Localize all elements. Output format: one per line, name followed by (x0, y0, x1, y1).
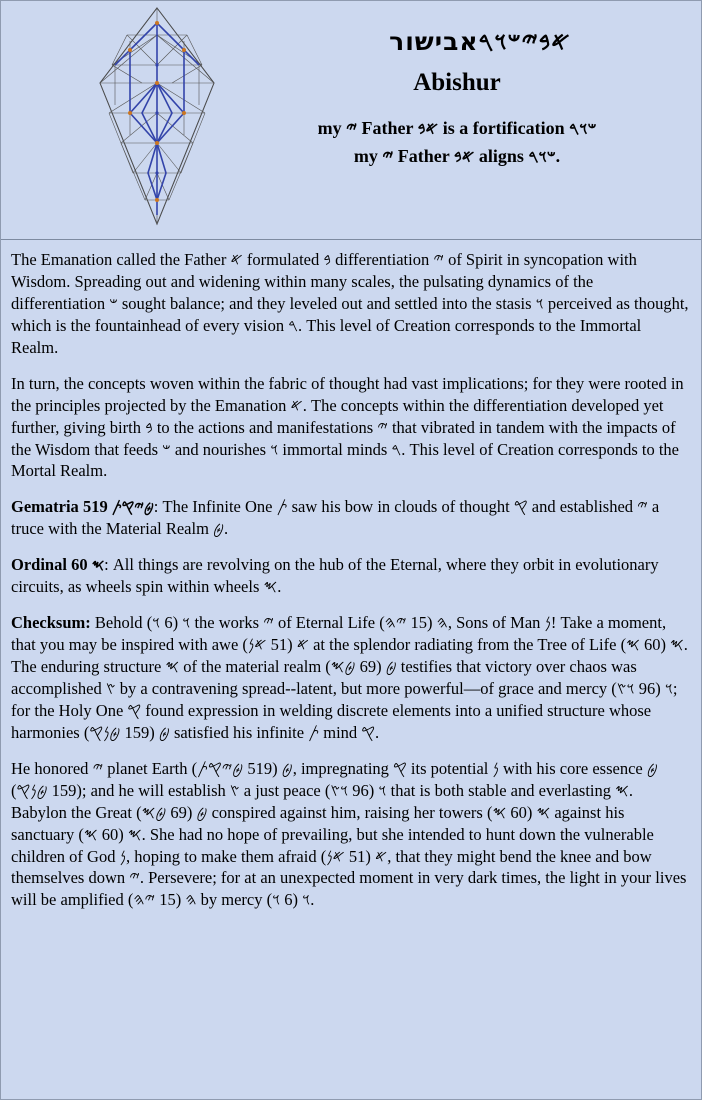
meaning-line-2 (223, 143, 691, 171)
document-header (1, 1, 701, 233)
gematria-glyphs: 𐤈𐤉𐤒𐤕 (111, 498, 154, 517)
paragraph-gematria (11, 496, 691, 540)
paragraph-final: He honored 𐤉 planet Earth 𐤈 (519 𐤈𐤉𐤒𐤕), impregnating 𐤒 its potential 𐤍 with his core essence 𐤈 (159 𐤈𐤍𐤒); and he will establish 𐤑 a just peace 𐤅 (96 𐤅𐤑) that is both stable and everlasting 𐤎. Babylon the Great 𐤈 (69 𐤈𐤎) conspired against him, raising her towers 𐤎 (60 𐤎) against his sanctuary 𐤎 (60 𐤎). She had no hope of prevailing, but she intended to hunt down the vulnerable children of God 𐤍, hoping to make them afraid 𐤀 (51 𐤀𐤍), that they might bend the knee and bow themselves down 𐤉. Persevere; for at an unexpected moment in very dark times, the light in your lives will be amplified 𐤄 (15 𐤉𐤄) by mercy 𐤅 (6 𐤅). (11, 758, 687, 910)
meaning-2-glyph-1: 𐤉 (382, 146, 394, 167)
checksum-label: Checksum: (11, 613, 91, 633)
meaning-2-text-a: my (353, 145, 383, 166)
header-divider (1, 239, 701, 240)
meaning-2-text-c: aligns (474, 145, 529, 166)
paragraph-checksum (11, 612, 691, 744)
ordinal-value: 60 (71, 555, 88, 575)
document-body (11, 249, 691, 925)
meaning-2-glyph-2: 𐤀𐤁 (453, 146, 475, 167)
ordinal-text: : All things are revolving on the hub of the Eternal, where they orbit in evolutionary circuits, as wheels spin within wheels 𐤎. (11, 555, 659, 597)
paragraph-ordinal (11, 554, 691, 598)
name-transliteration: Abishur (413, 68, 501, 96)
tree-of-life-diagram (97, 5, 217, 227)
meaning-2-glyph-3: 𐤔𐤅𐤓 (528, 146, 556, 167)
ordinal-label: Ordinal (11, 555, 67, 575)
gematria-text: : The Infinite One 𐤕 saw his bow in clouds of thought 𐤒 and established 𐤉 a truce with the Material Realm 𐤈. (11, 497, 660, 539)
checksum-text: Behold 𐤅 (6 𐤅) the works 𐤉 of Eternal Life 𐤄 (15 𐤉𐤄), Sons of Man 𐤍! Take a moment, that you may be inspired with awe 𐤀 (51 𐤀𐤍) at the splendor radiating from the Tree of Life 𐤎 (60 𐤎). The enduring structure 𐤎 of the material realm 𐤈 (69 𐤈𐤎) testifies that victory over chaos was accomplished 𐤑 by a contravening spread--latent, but more powerful—of grace and mercy 𐤅 (96 𐤅𐤑); for the Holy One 𐤒 found expression in welding discrete elements into a unified structure whose harmonies 𐤈 (159 𐤈𐤍𐤒) satisfied his infinite 𐤕 mind 𐤒. (11, 613, 688, 742)
title-hebrew: אבישור (389, 27, 479, 56)
gematria-label: Gematria (11, 497, 79, 517)
gematria-value: 519 (82, 497, 108, 517)
meaning-1-text-b: Father (357, 117, 418, 138)
meaning-2-text-b: Father (393, 145, 454, 166)
meaning-line-1 (223, 115, 691, 143)
title-paleo-glyphs: 𐤀𐤁𐤉𐤔𐤅𐤓 (478, 27, 571, 56)
page-title (223, 27, 691, 57)
paragraph-emanation: The Emanation called the Father 𐤀 formulated 𐤁 differentiation 𐤉 of Spirit in syncopation with Wisdom. Spreading out and widening within many scales, the pulsating dynamics of the differentiation 𐤔 sought balance; and they leveled out and settled into the stasis 𐤅 perceived as thought, which is the fountainhead of every vision 𐤓. This level of Creation corresponds to the Immortal Realm. (11, 250, 689, 357)
meaning-2-text-d: . (555, 145, 561, 166)
meaning-1-glyph-2: 𐤀𐤁 (417, 118, 439, 139)
meaning-block (223, 115, 691, 171)
meaning-1-text-c: is a fortification (438, 117, 570, 138)
paragraph-concepts: In turn, the concepts woven within the fabric of thought had vast implications; for they were rooted in the principles projected by the Emanation 𐤀. The concepts within the differentiation developed yet further, giving birth 𐤁 to the actions and manifestations 𐤉 that vibrated in tandem with the impacts of the Wisdom that feeds 𐤔 and nourishes 𐤅 immortal minds 𐤓. This level of Creation corresponds to the Mortal Realm. (11, 373, 684, 481)
ordinal-glyphs: 𐤎 (91, 556, 105, 575)
header-text-block (223, 27, 691, 170)
meaning-1-glyph-3: 𐤔𐤅𐤓 (569, 118, 597, 139)
meaning-1-text-a: my (317, 117, 347, 138)
meaning-1-glyph-1: 𐤉 (346, 118, 358, 139)
